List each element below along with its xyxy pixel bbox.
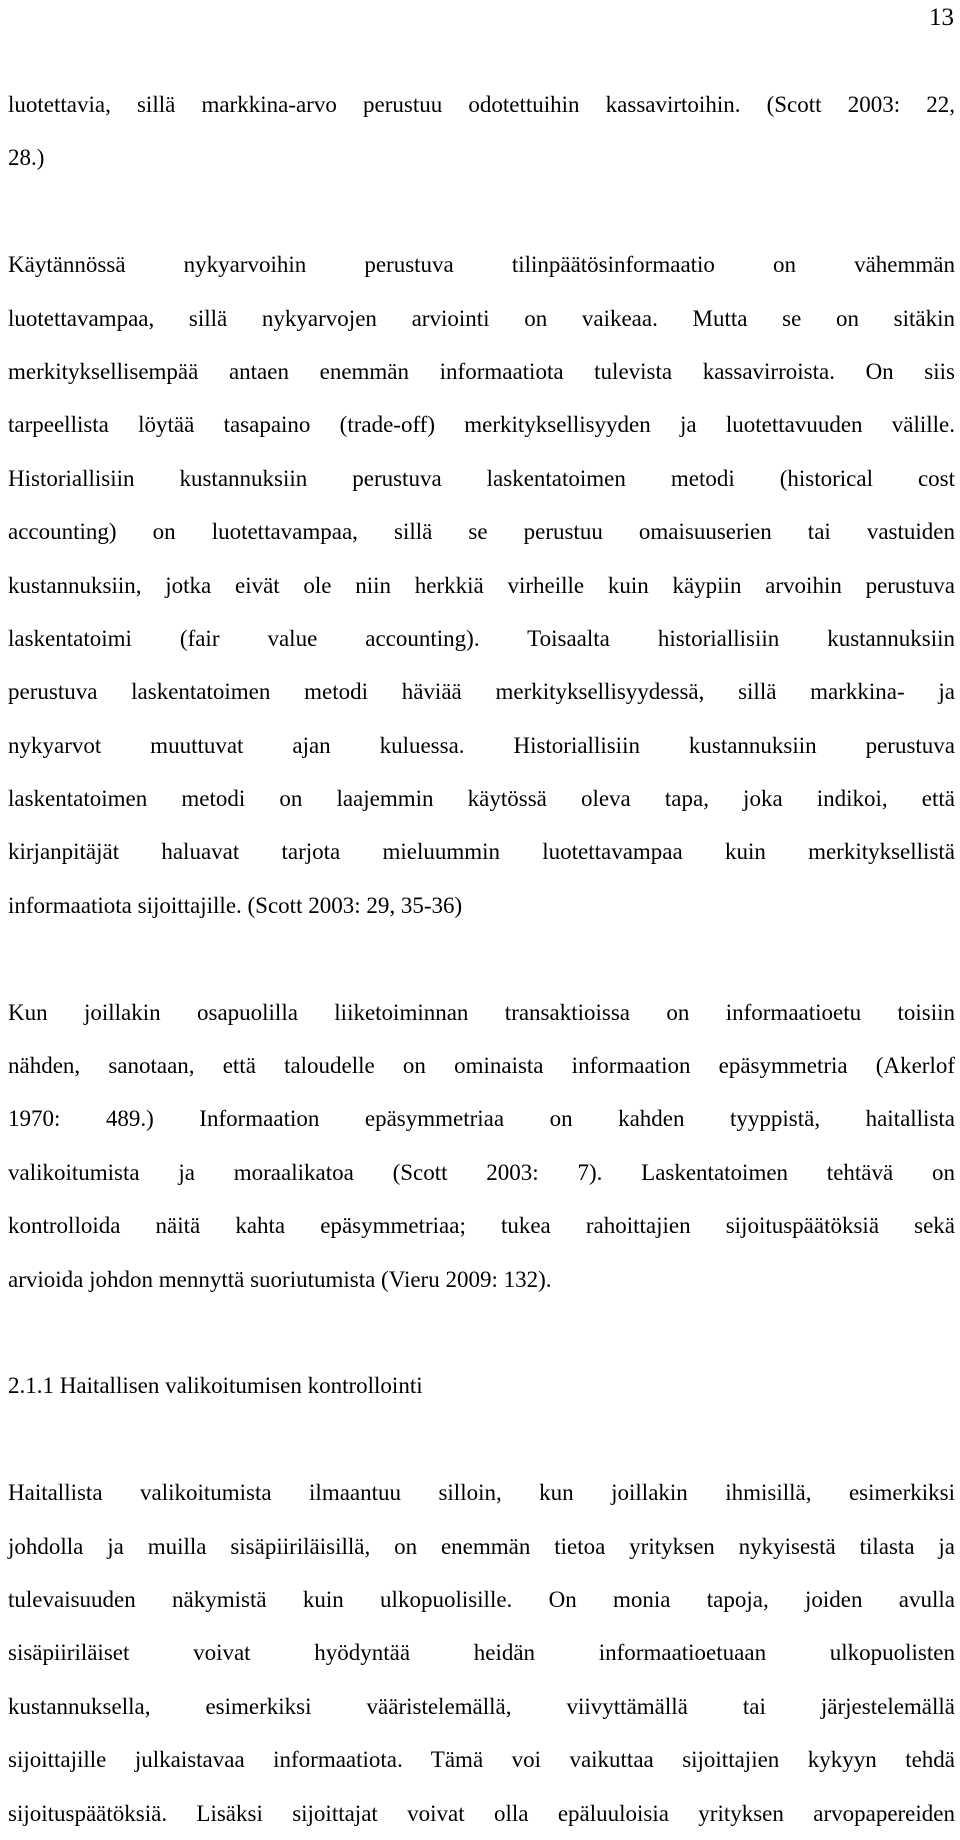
text-line: kirjanpitäjät haluavat tarjota mieluummin luotettavampaa kuin merkityksellistä <box>8 839 955 865</box>
text-line: valikoitumista ja moraalikatoa (Scott 2003: 7). Laskentatoimen tehtävä on <box>8 1159 955 1185</box>
text-line: luotettavampaa, sillä nykyarvojen arviointi on vaikeaa. Mutta se on sitäkin <box>8 305 955 331</box>
text-line: Käytännössä nykyarvoihin perustuva tilinpäätösinformaatio on vähemmän <box>8 252 955 278</box>
text-line: perustuva laskentatoimen metodi häviää merkityksellisyydessä, sillä markkina- ja <box>8 679 955 705</box>
text-line: kontrolloida näitä kahta epäsymmetriaa; tukea rahoittajien sijoituspäätöksiä sekä <box>8 1213 955 1239</box>
text-line: merkityksellisempää antaen enemmän informaatiota tulevista kassavirroista. On siis <box>8 358 955 384</box>
text-line: accounting) on luotettavampaa, sillä se perustuu omaisuuserien tai vastuiden <box>8 519 955 545</box>
paragraph-spacer <box>8 1413 955 1466</box>
text-line: kustannuksella, esimerkiksi vääristelemällä, viivyttämällä tai järjestelemällä <box>8 1693 955 1719</box>
text-line: nähden, sanotaan, että taloudelle on ominaista informaation epäsymmetria (Akerlof <box>8 1053 955 1079</box>
text-line: Kun joillakin osapuolilla liiketoiminnan transaktioissa on informaatioetu toisiin <box>8 999 955 1025</box>
paragraph-1 <box>8 78 955 185</box>
text-line: 28.) <box>8 145 45 171</box>
text-line: 1970: 489.) Informaation epäsymmetriaa on kahden tyyppistä, haitallista <box>8 1106 955 1132</box>
paragraph-spacer <box>8 1306 955 1359</box>
text-line: sijoituspäätöksiä. Lisäksi sijoittajat voivat olla epäluuloisia yrityksen arvopapereiden <box>8 1800 955 1826</box>
text-line: Haitallista valikoitumista ilmaantuu silloin, kun joillakin ihmisillä, esimerkiksi <box>8 1480 955 1506</box>
paragraph-4 <box>8 1466 955 1840</box>
text-line: laskentatoimi (fair value accounting). Toisaalta historiallisiin kustannuksiin <box>8 625 955 651</box>
text-line: johdolla ja muilla sisäpiiriläisillä, on enemmän tietoa yrityksen nykyisestä tilasta ja <box>8 1533 955 1559</box>
text-line: sijoittajille julkaistavaa informaatiota. Tämä voi vaikuttaa sijoittajien kykyyn tehdä <box>8 1747 955 1773</box>
paragraph-spacer <box>8 185 955 238</box>
page-number: 13 <box>929 4 954 31</box>
text-line: nykyarvot muuttuvat ajan kuluessa. Historiallisiin kustannuksiin perustuva <box>8 732 955 758</box>
text-line: arvioida johdon mennyttä suoriutumista (Vieru 2009: 132). <box>8 1266 552 1292</box>
text-line: kustannuksiin, jotka eivät ole niin herkkiä virheille kuin käypiin arvoihin perustuva <box>8 572 955 598</box>
document-body <box>8 78 955 1840</box>
text-line: sisäpiiriläiset voivat hyödyntää heidän informaatioetuaan ulkopuolisten <box>8 1640 955 1666</box>
text-line: laskentatoimen metodi on laajemmin käytössä oleva tapa, joka indikoi, että <box>8 786 955 812</box>
section-heading: 2.1.1 Haitallisen valikoitumisen kontrollointi <box>8 1373 423 1399</box>
paragraph-2 <box>8 238 955 932</box>
paragraph-3 <box>8 986 955 1306</box>
text-line: tarpeellista löytää tasapaino (trade-off) merkityksellisyyden ja luotettavuuden välille. <box>8 412 955 438</box>
text-line: informaatiota sijoittajille. (Scott 2003: 29, 35-36) <box>8 892 463 918</box>
text-line: tulevaisuuden näkymistä kuin ulkopuolisille. On monia tapoja, joiden avulla <box>8 1586 955 1612</box>
text-line: Historiallisiin kustannuksiin perustuva laskentatoimen metodi (historical cost <box>8 465 955 491</box>
paragraph-spacer <box>8 932 955 985</box>
text-line: luotettavia, sillä markkina-arvo perustuu odotettuihin kassavirtoihin. (Scott 2003: 22, <box>8 92 955 117</box>
